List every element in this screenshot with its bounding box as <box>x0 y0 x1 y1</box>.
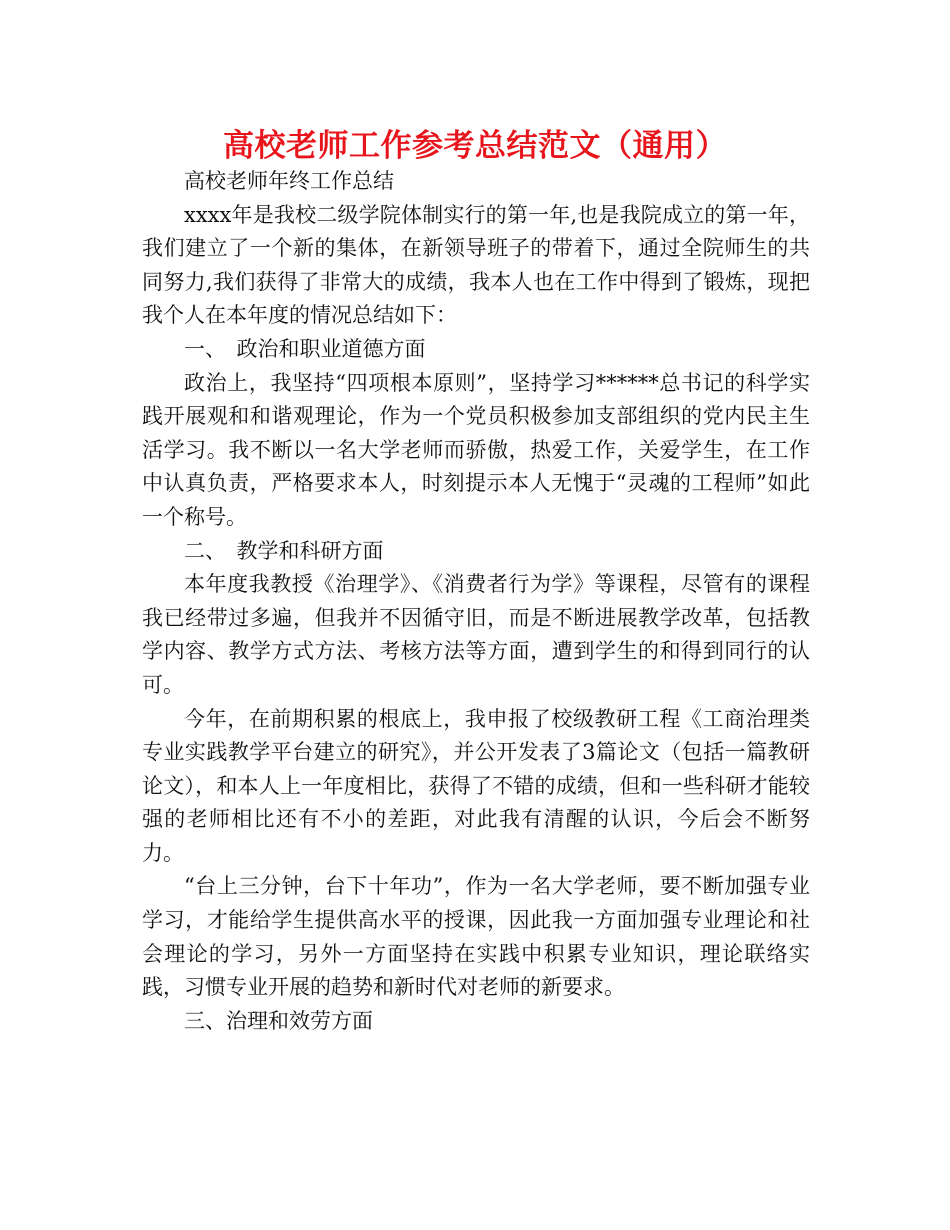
paragraph-research: 今年，在前期积累的根底上，我申报了校级教研工程《工商治理类专业实践教学平台建立的研究》，并公开发表了3篇论文（包括一篇教研论文），和本人上一年度相比，获得了不错的成绩，但和一些科研才能较强的老师相比还有不小的差距，对此我有清醒的认识，今后会不断努力。 <box>142 706 810 865</box>
document-title: 高校老师工作参考总结范文（通用） <box>223 128 727 164</box>
paragraph-teaching: 本年度我教授《治理学》、《消费者行为学》等课程，尽管有的课程我已经带过多遍，但我并不因循守旧，而是不断进展教学改革，包括教学内容、教学方式方法、考核方法等方面，遭到学生的和得到同行的认可。 <box>142 572 810 697</box>
paragraph-subtitle: 高校老师年终工作总结 <box>184 169 394 193</box>
section-heading-3: 三、治理和效劳方面 <box>184 1008 373 1033</box>
paragraph-intro: xxxx年是我校二级学院体制实行的第一年,也是我院成立的第一年，我们建立了一个新的集体，在新领导班子的带着下，通过全院师生的共同努力,我们获得了非常大的成绩，我本人也在工作中得到了锻炼，现把我个人在本年度的情况总结如下： <box>142 202 810 328</box>
paragraph-study: “台上三分钟，台下十年功”，作为一名大学老师，要不断加强专业学习，才能给学生提供高水平的授课，因此我一方面加强专业理论和社会理论的学习，另外一方面坚持在实践中积累专业知识，理论联络实践，习惯专业开展的趋势和新时代对老师的新要求。 <box>142 874 810 1000</box>
section-heading-2: 二、 教学和科研方面 <box>184 538 384 563</box>
document-body <box>142 165 810 1038</box>
section-heading-1: 一、 政治和职业道德方面 <box>184 336 426 361</box>
paragraph-politics: 政治上，我坚持“四项根本原则”，坚持学习******总书记的科学实践开展观和和谐观理论，作为一个党员积极参加支部组织的党内民主生活学习。我不断以一名大学老师而骄傲，热爱工作，关爱学生，在工作中认真负责，严格要求本人，时刻提示本人无愧于“灵魂的工程师”如此一个称号。 <box>142 370 810 529</box>
